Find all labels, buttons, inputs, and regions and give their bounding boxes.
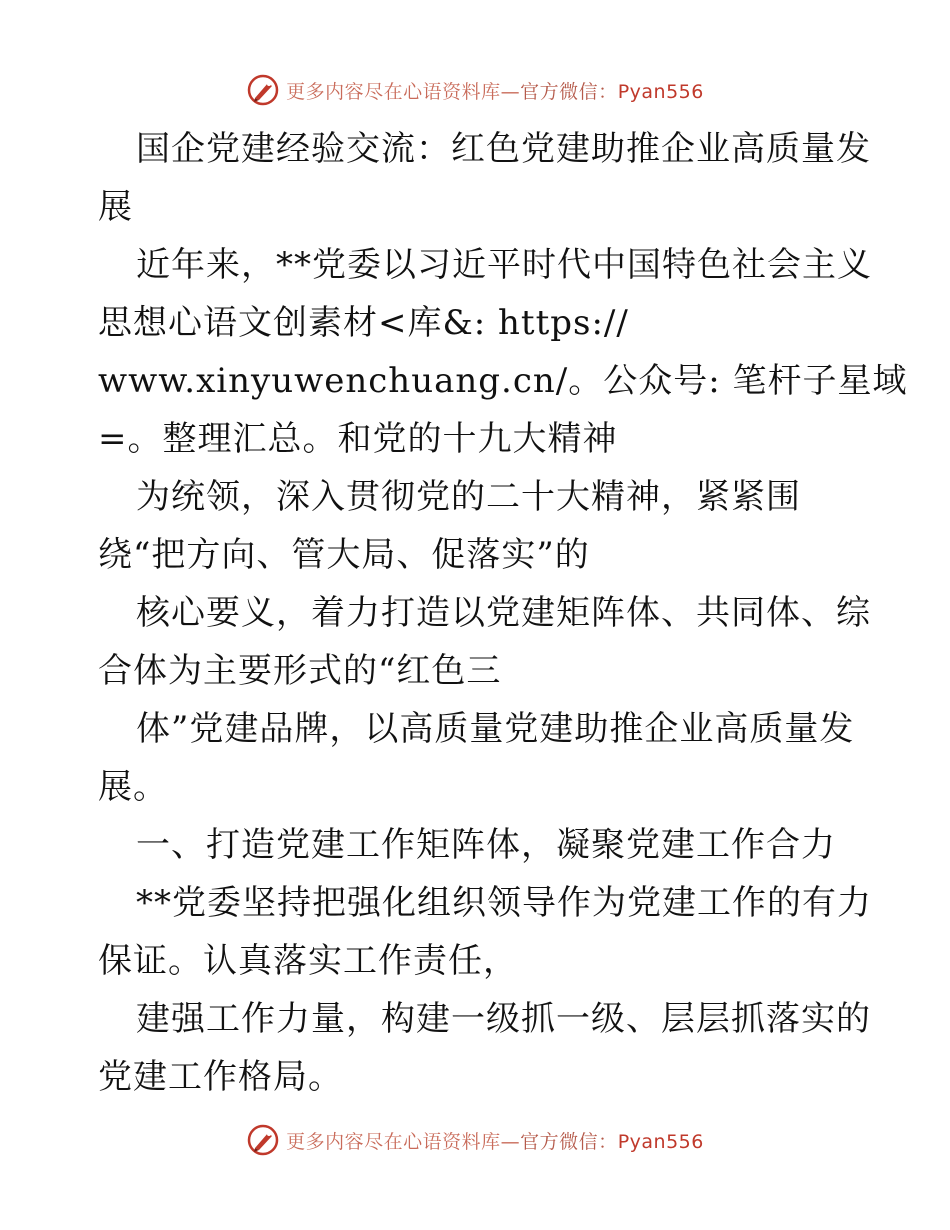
text-line: **党委坚持把强化组织领导作为党建工作的有力 xyxy=(136,883,872,923)
text-line: 思想心语文创素材<库&: https:// xyxy=(98,303,629,343)
text-line: www.xinyuwenchuang.cn/。公众号: 笔杆子星域 xyxy=(98,361,908,401)
text-line: 核心要义，着力打造以党建矩阵体、共同体、综 xyxy=(136,593,871,633)
watermark-text xyxy=(286,77,704,104)
text-line: 建强工作力量，构建一级抓一级、层层抓落实的 xyxy=(136,999,871,1039)
watermark-wechat-label: 官方微信： xyxy=(520,80,618,103)
text-line: 合体为主要形式的“红色三 xyxy=(98,651,502,691)
watermark-main: 更多内容尽在心语资料库 xyxy=(286,80,501,103)
pen-logo-icon xyxy=(246,73,280,107)
watermark-footer xyxy=(0,1120,950,1160)
watermark-header xyxy=(0,70,950,110)
pen-logo-icon xyxy=(246,1123,280,1157)
text-line: 绕“把方向、管大局、促落实”的 xyxy=(98,535,590,575)
text-line: 体”党建品牌，以高质量党建助推企业高质量发 xyxy=(136,709,855,749)
watermark-main: 更多内容尽在心语资料库 xyxy=(286,1130,501,1153)
watermark-text xyxy=(286,1127,704,1154)
watermark-wechat-label: 官方微信： xyxy=(520,1130,618,1153)
watermark-separator: — xyxy=(500,80,521,103)
text-line: 展。 xyxy=(98,767,168,807)
section-heading: 一、打造党建工作矩阵体，凝聚党建工作合力 xyxy=(136,825,836,865)
text-line: 为统领，深入贯彻党的二十大精神，紧紧围 xyxy=(136,477,801,517)
text-line: 展 xyxy=(98,187,133,227)
text-line: =。整理汇总。和党的十九大精神 xyxy=(98,419,618,459)
text-line: 近年来，**党委以习近平时代中国特色社会主义 xyxy=(136,245,872,285)
text-line: 国企党建经验交流：红色党建助推企业高质量发 xyxy=(136,129,871,169)
document-body xyxy=(98,120,908,1106)
watermark-wechat-id: Pyan556 xyxy=(617,80,704,103)
watermark-wechat-id: Pyan556 xyxy=(617,1130,704,1153)
text-line: 党建工作格局。 xyxy=(98,1057,343,1097)
text-line: 保证。认真落实工作责任， xyxy=(98,941,518,981)
watermark-separator: — xyxy=(500,1130,521,1153)
